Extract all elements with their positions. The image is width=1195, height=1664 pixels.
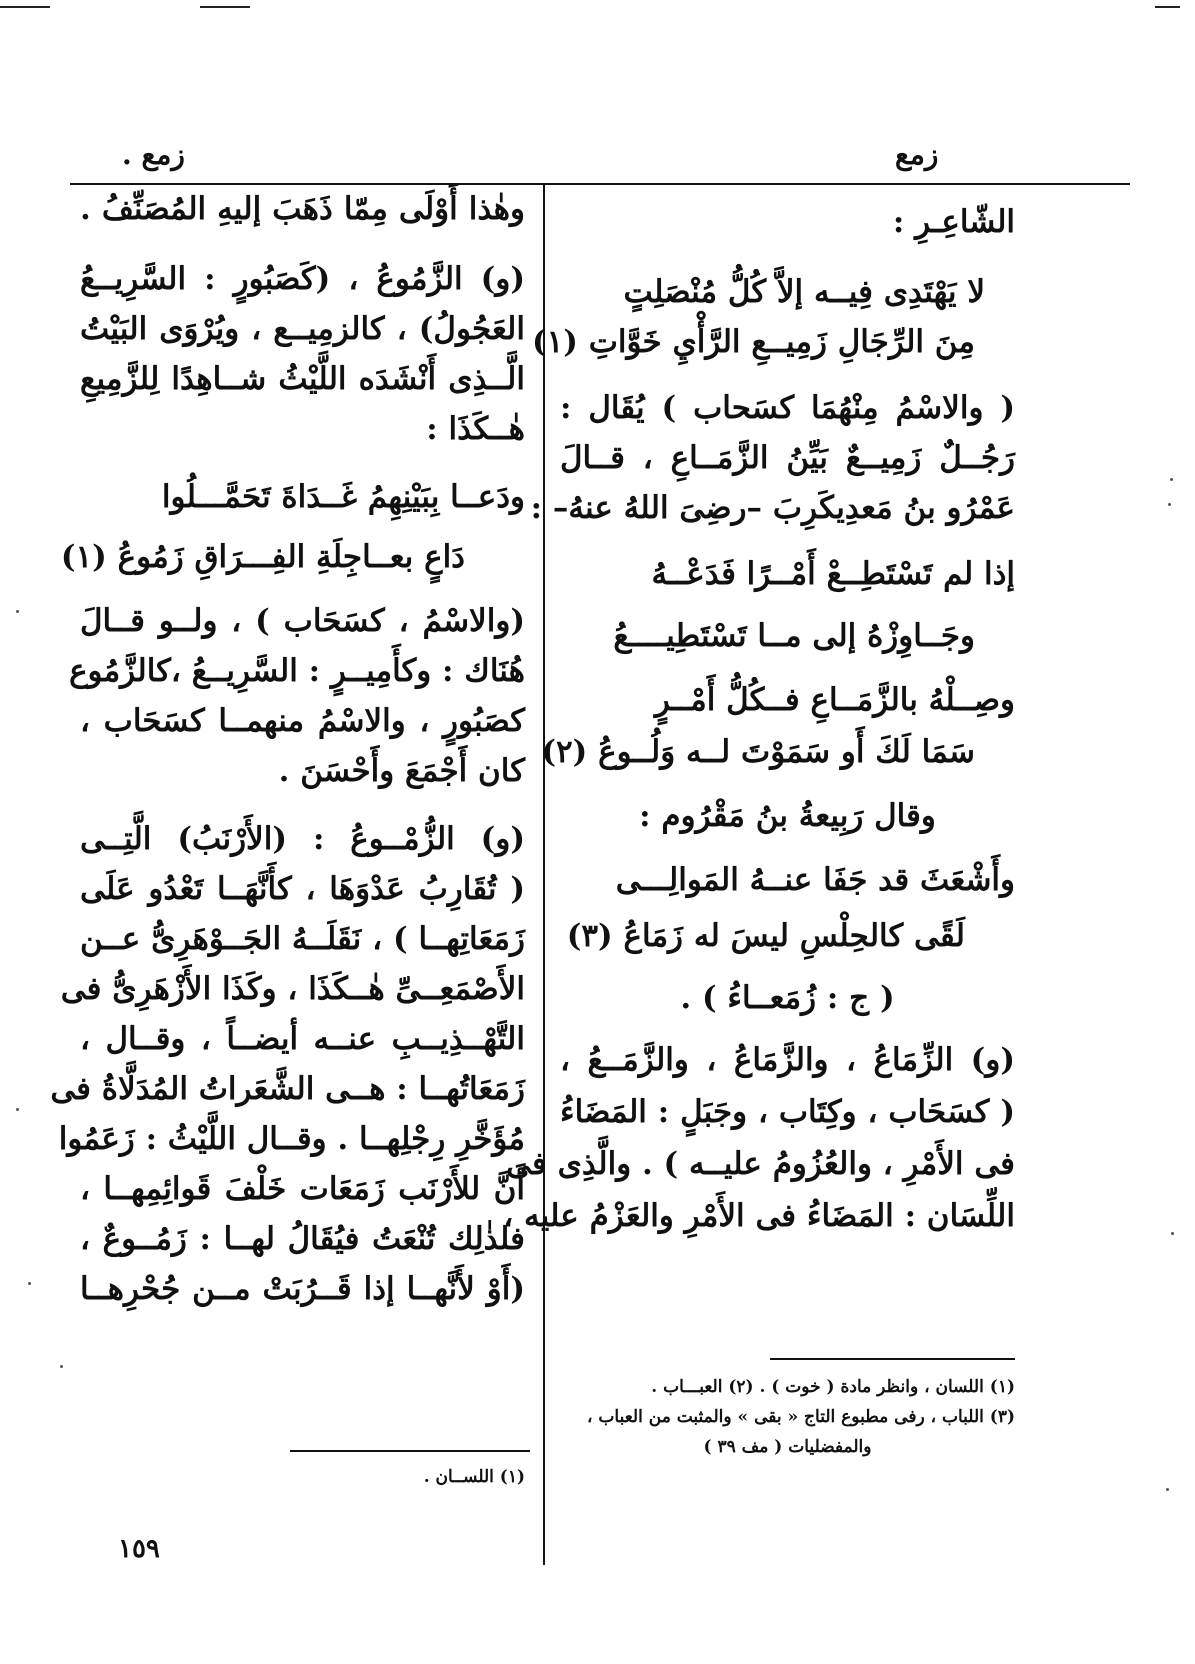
text-line: (و) الزِّمَاعُ ، والزَّمَاعُ ، والزَّمَــعُ ، xyxy=(560,1042,1015,1078)
text-line: (و) الزُّمْــوعُ : (الأَرْنَبُ) الَّتِــى xyxy=(80,821,525,857)
right-column xyxy=(503,203,1015,1235)
verse-line: وجَــاوِزْهُ إلى مــا تَسْتَطِيــــعُ xyxy=(613,618,975,654)
verse-line: وأَشْعَثَ قد جَفَا عنــهُ المَوالِـــى xyxy=(615,862,1015,898)
scan-edge-mark xyxy=(0,6,50,8)
text-line: وهٰذا أَوْلَى مِمّا ذَهَبَ إليهِ المُصَنِّفُ . xyxy=(80,191,525,227)
verse-line: دَاعٍ بعــاجِلَةِ الفِـــرَاقِ زَمُوعُ (١) xyxy=(60,539,465,575)
scan-edge-mark xyxy=(200,6,250,8)
scan-speck xyxy=(16,610,19,613)
scan-speck xyxy=(1170,478,1173,481)
text-line: الشّاعِـرِ : xyxy=(892,204,1015,240)
verse-line: إذا لم تَسْتَطِــعْ أَمْــرًا فَدَعْــهُ xyxy=(651,556,1015,592)
text-line: وقال رَبِيعةُ بنُ مَقْرُوم : xyxy=(639,798,936,834)
footnotes-right xyxy=(560,1372,1015,1462)
header-left-word: زمع . xyxy=(122,138,185,171)
text-line: ( كسَحَاب ، وكِتَاب ، وجَبَلٍ : المَضَاءُ xyxy=(560,1094,1015,1130)
text-line: أَنَّ للأَرْنَب زَمَعَات خَلْفَ قَوائِمِهــا ، xyxy=(80,1171,525,1207)
text-line: هُنَاك : وكأَمِيــرٍ : السَّرِيــعُ ،كالزَّمُوع xyxy=(69,653,525,689)
text-line: اللِّسَان : المَضَاءُ فى الأَمْرِ والعَزْمُ عليه ، xyxy=(503,1198,1015,1234)
scan-speck xyxy=(1168,503,1171,506)
footnotes-left xyxy=(300,1462,525,1492)
text-line: فى الأَمْرِ ، والعُزُومُ عليــه ) . والَّذِى فى xyxy=(506,1146,1015,1182)
text-line: الَّــذِى أَنْشَدَه اللَّيْثُ شــاهِدًا لِلزَّمِيعِ xyxy=(80,361,525,397)
page-number: ١٥٩ xyxy=(118,1534,160,1564)
footnote: والمفضليات ( مف ٣٩ ) xyxy=(703,1437,872,1457)
text-line: (و) الزَّمُوعُ ، (كَصَبُورٍ : السَّرِيــعُ xyxy=(80,261,525,297)
text-line: ( ج : زُمَعــاءُ ) . xyxy=(680,980,895,1016)
text-line: (والاسْمُ ، كسَحَاب ) ، ولــو قــالَ xyxy=(80,603,525,639)
scan-speck xyxy=(60,1365,63,1368)
header-rule xyxy=(70,183,1130,185)
verse-line: لَقًى كالحِلْسِ ليسَ له زَمَاعُ (٣) xyxy=(566,918,965,954)
footnote-rule xyxy=(770,1358,1015,1360)
footnote: (٣) اللباب ، رفى مطبوع التاج « بقى » والمثبت من العباب ، xyxy=(587,1407,1015,1427)
verse-line: لا يَهْتَدِى فِيــه إلاَّ كُلُّ مُنْصَلِتٍ xyxy=(623,274,985,310)
column-divider xyxy=(543,185,545,1565)
text-line: ( والاسْمُ مِنْهُمَا كسَحاب ) يُقَال : xyxy=(560,390,1015,426)
verse-line: وصِــلْهُ بالزَّمَــاعِ فــكُلُّ أَمْــرٍ xyxy=(654,682,1015,718)
text-line: مُؤَخَّرِ رِجْلِهــا . وقــال اللَّيْثُ : زَعَمُوا xyxy=(58,1121,525,1157)
verse-line: سَمَا لَكَ أَو سَمَوْتَ لــه وَلُــوعُ (٢) xyxy=(541,734,975,770)
text-line: هٰــكَذَا : xyxy=(426,411,525,447)
text-line: كان أَجْمَعَ وأَحْسَنَ . xyxy=(278,753,525,789)
left-column xyxy=(50,190,525,1308)
scan-edge-mark xyxy=(1155,6,1180,8)
text-line: التَّهْــذِيــبِ عنــه أيضــاً ، وقــال ، xyxy=(80,1021,525,1057)
scan-speck xyxy=(1166,1488,1169,1491)
scan-speck xyxy=(1171,1232,1174,1235)
text-line: زَمَعَاتُهــا : هــى الشَّعَراتُ المُدَلَّاةُ فى xyxy=(50,1071,525,1107)
text-line: كصَبُورٍ ، والاسْمُ منهمــا كسَحَاب ، xyxy=(80,703,525,739)
text-line: العَجُولُ) ، كالزمِيــع ، ويُرْوَى البَيْتُ xyxy=(80,311,525,347)
footnote: (١) اللســان . xyxy=(423,1467,525,1487)
verse-line: ودَعــا بِبَيْنِهِمُ غَــدَاةَ تَحَمَّـــلُوا xyxy=(161,479,525,515)
footnote-rule xyxy=(290,1450,530,1452)
text-line: رَجُــلٌ زَمِيــعٌ بَيِّنُ الزَّمَــاعِ ، قــالَ xyxy=(560,440,1015,476)
text-line: ( تُقَارِبُ عَدْوَهَا ، كأَنَّهَــا تَعْدُو عَلَى xyxy=(80,871,525,907)
text-line: زَمَعَاتِهــا ) ، نَقَلَــهُ الجَــوْهَرِىُّ عــن xyxy=(80,921,525,957)
text-line: (أَوْ لأَنَّهــا إذا قَــرُبَتْ مــن جُحْرِهــا xyxy=(80,1271,525,1307)
scan-speck xyxy=(28,1282,31,1285)
footnote: (١) اللسان ، وانظر مادة ( خوت ) . (٢) العبـــاب . xyxy=(651,1377,1015,1397)
text-line: فلذٰلِك تُنْعَتُ فيُقَالُ لهــا : زَمُــوعٌ ، xyxy=(80,1221,525,1257)
text-line: عَمْرُو بنُ مَعدِيكَرِبَ –رضِىَ اللهُ عنهُ– : xyxy=(530,490,1015,526)
text-line: الأَصْمَعِــىِّ هٰــكَذَا ، وكَذَا الأَزْهَرِىُّ فى xyxy=(60,971,525,1007)
scan-speck xyxy=(16,1108,19,1111)
header-right-word: زمع xyxy=(895,138,939,171)
verse-line: مِنَ الرِّجَالِ زَمِيــعِ الرَّأْيِ خَوَّاتِ (١) xyxy=(531,324,975,360)
